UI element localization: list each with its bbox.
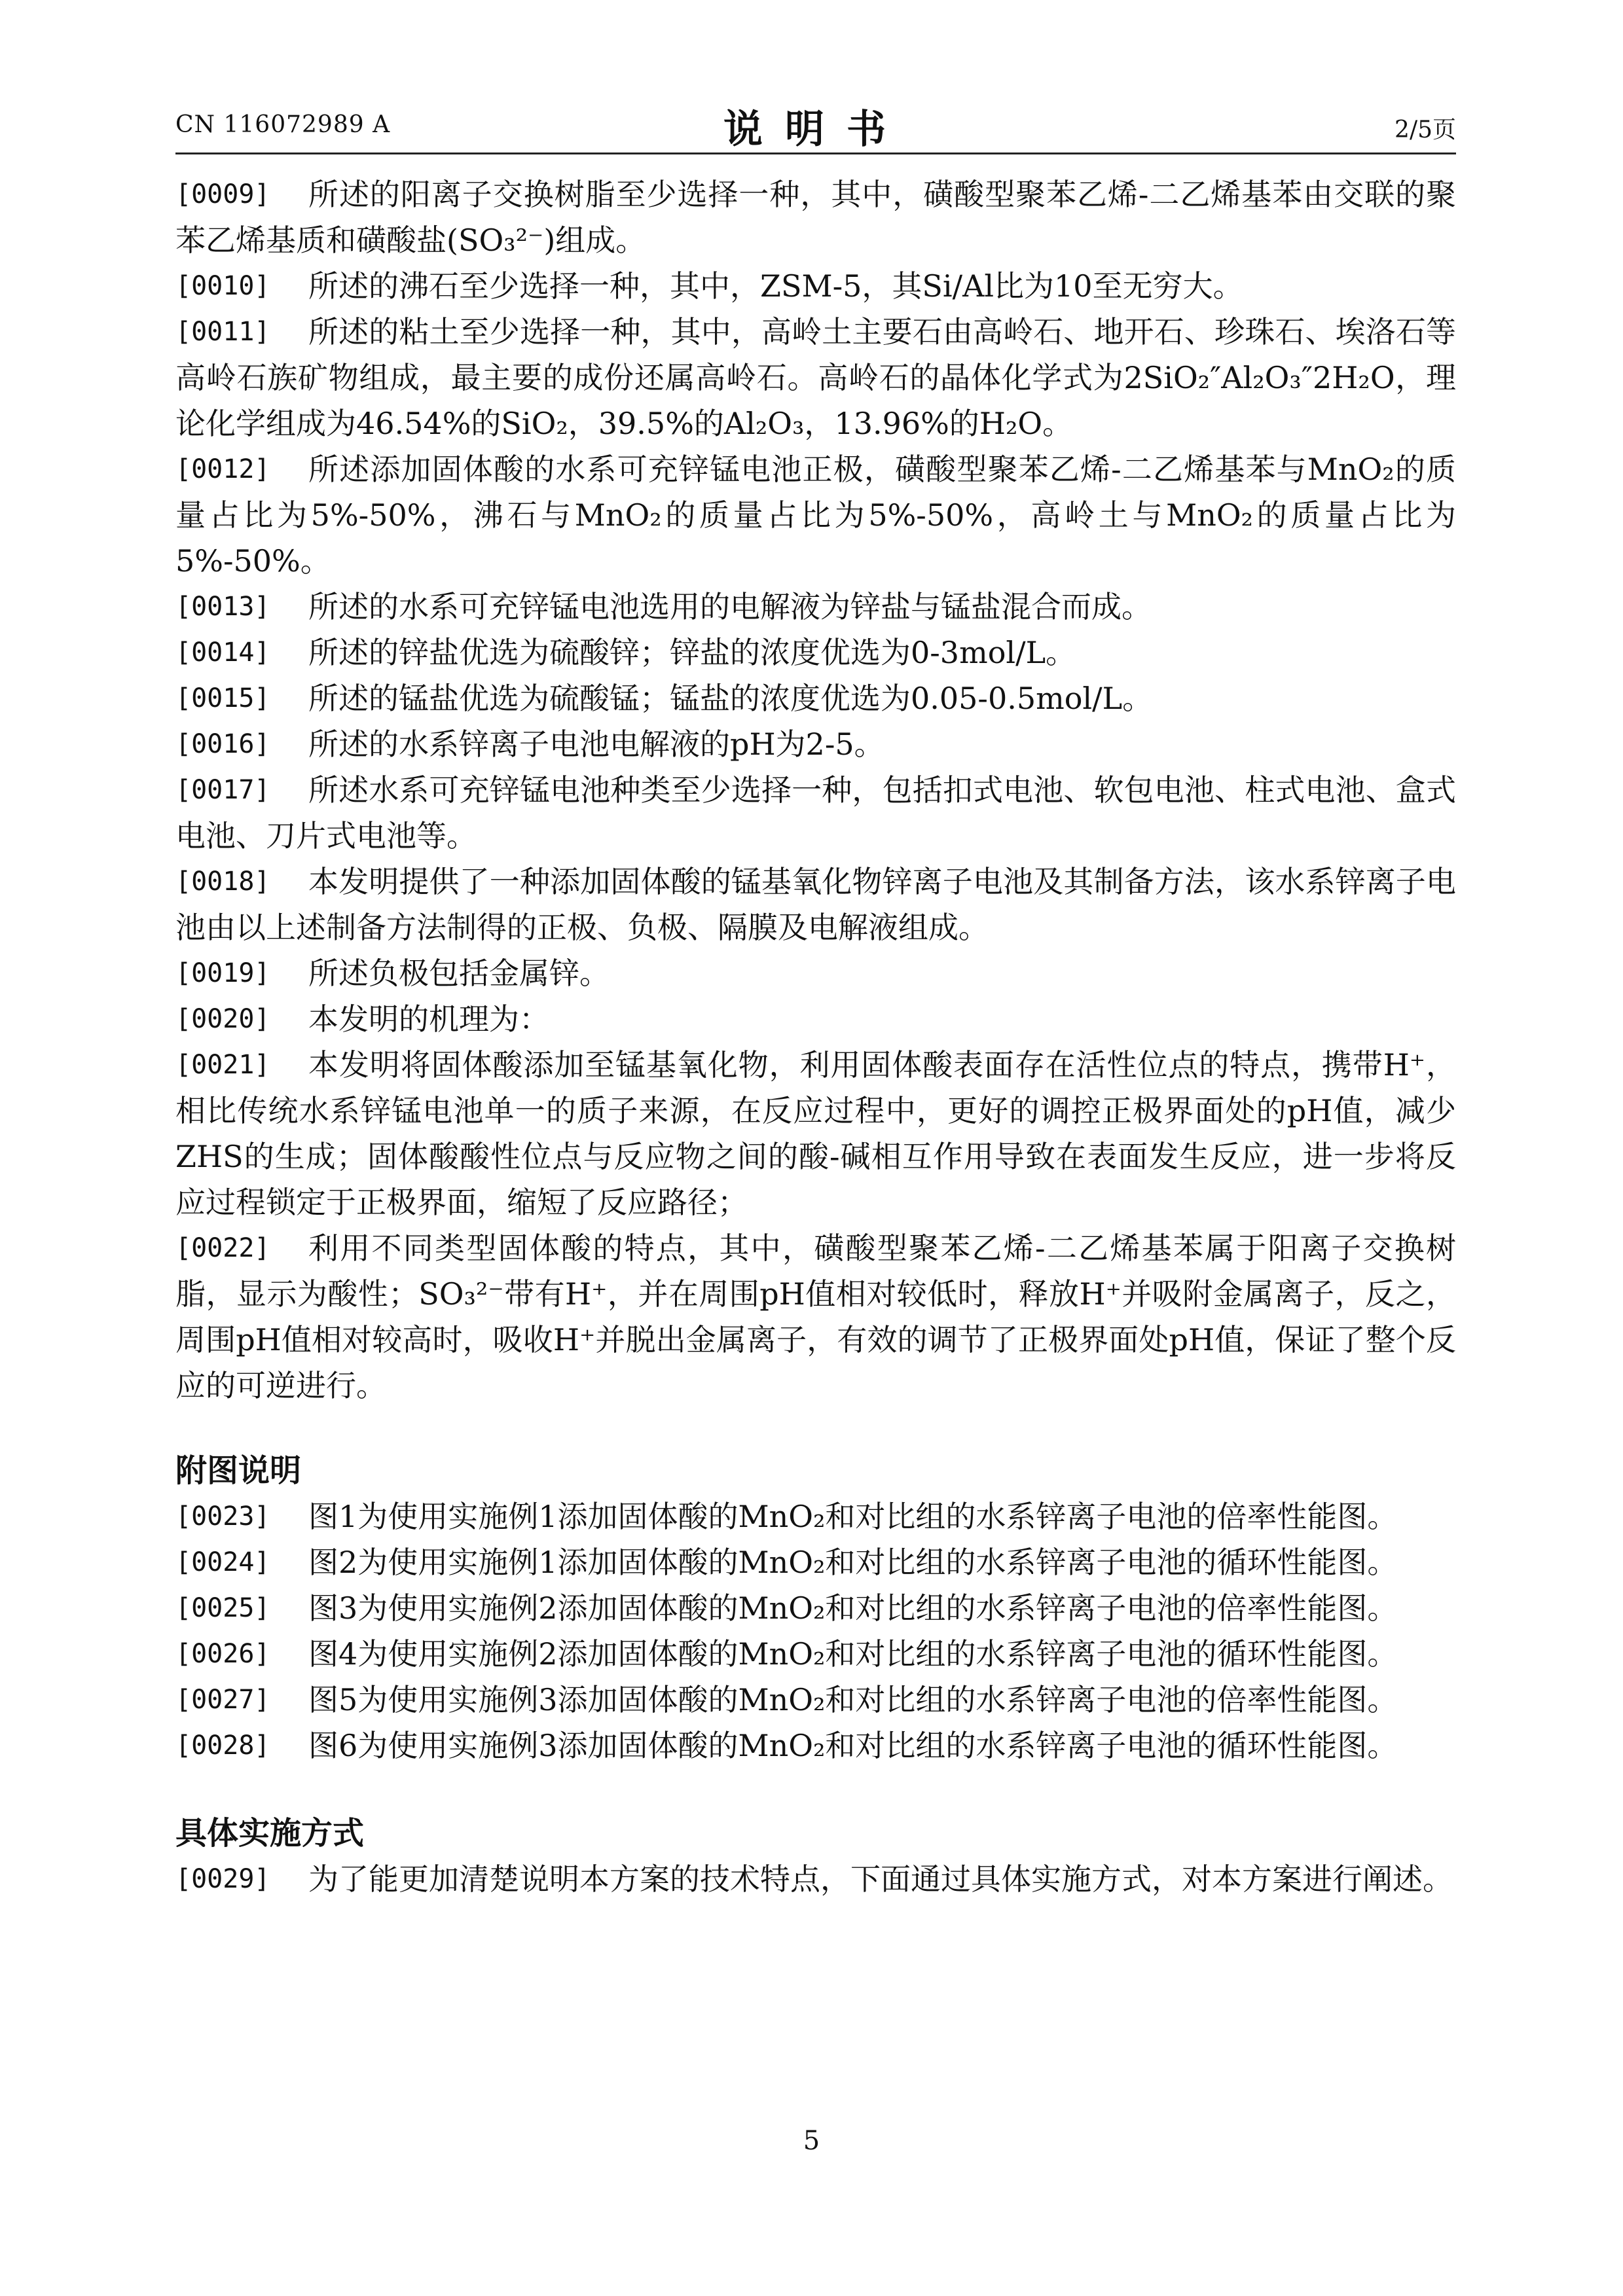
header-rule xyxy=(175,152,1456,154)
paragraph xyxy=(175,171,1456,263)
paragraph-number: [0019] xyxy=(175,958,270,988)
paragraph xyxy=(175,996,1456,1042)
paragraph-text: 本发明将固体酸添加至锰基氧化物，利用固体酸表面存在活性位点的特点，携带H⁺，相比传统水系锌锰电池单一的质子来源，在反应过程中，更好的调控正极界面处的pH值，减少ZHS的生成；固体酸酸性位点与反应物之间的酸-碱相互作用导致在表面发生反应，进一步将反应过程锁定于正极界面，缩短了反应路径； xyxy=(175,1047,1456,1220)
paragraph-number: [0015] xyxy=(175,683,270,713)
document-body xyxy=(175,171,1456,1902)
paragraph xyxy=(175,1225,1456,1408)
section-heading-embodiment: 具体实施方式 xyxy=(175,1815,365,1852)
paragraph-text: 所述添加固体酸的水系可充锌锰电池正极，磺酸型聚苯乙烯-二乙烯基苯与MnO₂的质量占比为5%-50%，沸石与MnO₂的质量占比为5%-50%，高岭土与MnO₂的质量占比为5%-50%。 xyxy=(175,452,1456,579)
paragraph xyxy=(175,263,1456,309)
paragraph-number: [0011] xyxy=(175,317,270,347)
paragraph-text: 图2为使用实施例1添加固体酸的MnO₂和对比组的水系锌离子电池的循环性能图。 xyxy=(308,1545,1398,1580)
paragraph-number: [0025] xyxy=(175,1593,270,1623)
paragraph xyxy=(175,950,1456,996)
paragraph-text: 所述的沸石至少选择一种，其中，ZSM-5，其Si/Al比为10至无穷大。 xyxy=(308,268,1243,304)
paragraph-group-embodiment xyxy=(175,1856,1456,1902)
paragraph xyxy=(175,1494,1456,1539)
paragraph-text: 所述的水系可充锌锰电池选用的电解液为锌盐与锰盐混合而成。 xyxy=(308,589,1152,624)
section-heading-figures: 附图说明 xyxy=(175,1452,302,1489)
paragraph-text: 图6为使用实施例3添加固体酸的MnO₂和对比组的水系锌离子电池的循环性能图。 xyxy=(308,1728,1398,1763)
paragraph-text: 所述水系可充锌锰电池种类至少选择一种，包括扣式电池、软包电池、柱式电池、盒式电池、刀片式电池等。 xyxy=(175,772,1456,853)
paragraph-text: 图3为使用实施例2添加固体酸的MnO₂和对比组的水系锌离子电池的倍率性能图。 xyxy=(308,1590,1398,1626)
paragraph xyxy=(175,859,1456,950)
paragraph-number: [0027] xyxy=(175,1685,270,1715)
document-number: CN 116072989 A xyxy=(175,111,391,138)
paragraph-text: 图1为使用实施例1添加固体酸的MnO₂和对比组的水系锌离子电池的倍率性能图。 xyxy=(308,1499,1398,1534)
paragraph xyxy=(175,1723,1456,1768)
paragraph-number: [0023] xyxy=(175,1501,270,1532)
paragraph-number: [0012] xyxy=(175,454,270,484)
paragraph xyxy=(175,1585,1456,1631)
paragraph xyxy=(175,767,1456,859)
paragraph-text: 本发明提供了一种添加固体酸的锰基氧化物锌离子电池及其制备方法，该水系锌离子电池由以上述制备方法制得的正极、负极、隔膜及电解液组成。 xyxy=(175,864,1456,945)
paragraph xyxy=(175,1856,1456,1902)
paragraph-text: 利用不同类型固体酸的特点，其中，磺酸型聚苯乙烯-二乙烯基苯属于阳离子交换树脂，显示为酸性；SO₃²⁻带有H⁺，并在周围pH值相对较低时，释放H⁺并吸附金属离子，反之，周围pH值相对较高时，吸收H⁺并脱出金属离子，有效的调节了正极界面处pH值，保证了整个反应的可逆进行。 xyxy=(175,1230,1456,1403)
paragraph xyxy=(175,584,1456,630)
page-number: 5 xyxy=(803,2126,820,2156)
paragraph xyxy=(175,721,1456,767)
page-title: 说明书 xyxy=(723,107,908,152)
paragraph-number: [0024] xyxy=(175,1547,270,1577)
paragraph-text: 所述的锌盐优选为硫酸锌；锌盐的浓度优选为0-3mol/L。 xyxy=(308,635,1076,670)
page-header xyxy=(175,97,1456,152)
paragraph-number: [0010] xyxy=(175,271,270,301)
paragraph-number: [0017] xyxy=(175,775,270,805)
paragraph-text: 本发明的机理为： xyxy=(308,1001,549,1037)
paragraph-number: [0029] xyxy=(175,1864,270,1894)
paragraph-text: 图4为使用实施例2添加固体酸的MnO₂和对比组的水系锌离子电池的循环性能图。 xyxy=(308,1636,1398,1672)
paragraph-number: [0022] xyxy=(175,1233,270,1263)
paragraph xyxy=(175,675,1456,721)
paragraph-text: 所述的水系锌离子电池电解液的pH为2-5。 xyxy=(308,726,884,762)
paragraph-text: 所述的粘土至少选择一种，其中，高岭土主要石由高岭石、地开石、珍珠石、埃洛石等高岭石族矿物组成，最主要的成份还属高岭石。高岭石的晶体化学式为2SiO₂″Al₂O₃″2H₂O，理论化学组成为46.54%的SiO₂，39.5%的Al₂O₃，13.96%的H₂O。 xyxy=(175,314,1456,441)
paragraph xyxy=(175,1539,1456,1585)
paragraph-number: [0009] xyxy=(175,179,270,209)
paragraph-number: [0018] xyxy=(175,867,270,897)
paragraph xyxy=(175,1677,1456,1723)
paragraph-number: [0014] xyxy=(175,637,270,668)
paragraph xyxy=(175,1631,1456,1677)
paragraph-number: [0020] xyxy=(175,1004,270,1034)
paragraph-text: 为了能更加清楚说明本方案的技术特点，下面通过具体实施方式，对本方案进行阐述。 xyxy=(308,1861,1453,1897)
paragraph-text: 所述的锰盐优选为硫酸锰；锰盐的浓度优选为0.05-0.5mol/L。 xyxy=(308,681,1153,716)
paragraph-text: 图5为使用实施例3添加固体酸的MnO₂和对比组的水系锌离子电池的倍率性能图。 xyxy=(308,1682,1398,1717)
paragraph-number: [0028] xyxy=(175,1731,270,1761)
page-indicator: 2/5页 xyxy=(1395,117,1456,143)
paragraph-number: [0021] xyxy=(175,1050,270,1080)
paragraph xyxy=(175,446,1456,584)
paragraph-group-description xyxy=(175,171,1456,1408)
paragraph-number: [0013] xyxy=(175,592,270,622)
paragraph xyxy=(175,309,1456,446)
paragraph-number: [0026] xyxy=(175,1639,270,1669)
paragraph xyxy=(175,630,1456,675)
paragraph-group-figures xyxy=(175,1494,1456,1768)
paragraph-text: 所述负极包括金属锌。 xyxy=(308,956,610,991)
paragraph-text: 所述的阳离子交换树脂至少选择一种，其中，磺酸型聚苯乙烯-二乙烯基苯由交联的聚苯乙烯基质和磺酸盐(SO₃²⁻)组成。 xyxy=(175,177,1456,258)
paragraph-number: [0016] xyxy=(175,729,270,759)
paragraph xyxy=(175,1042,1456,1225)
